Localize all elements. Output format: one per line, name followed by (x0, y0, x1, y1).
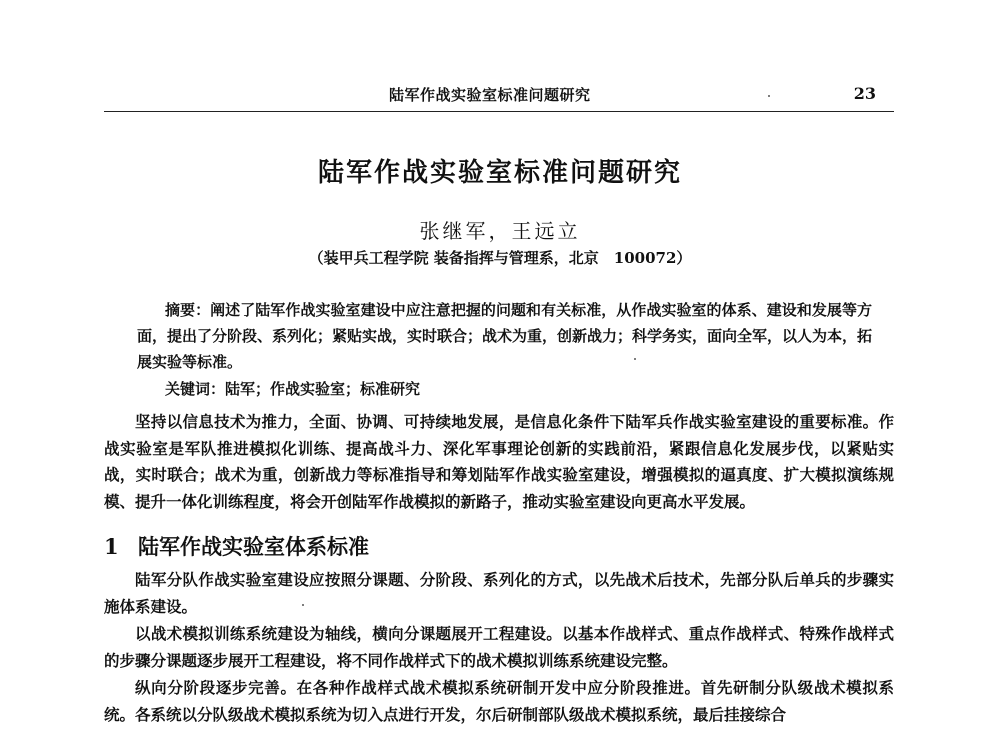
keywords-label: 关键词： (165, 380, 226, 398)
section-heading (104, 531, 369, 561)
abstract-label: 摘要： (165, 301, 211, 319)
section-paragraph: 纵向分阶段逐步完善。在各种作战样式战术模拟系统研制开发中应分阶段推进。首先研制分队级战术模拟系统。各系统以分队级战术模拟系统为切入点进行开发，尔后研制部队级战术模拟系统，最后挂接综合 (104, 678, 894, 724)
keywords-block (165, 378, 420, 399)
abstract-text: 阐述了陆军作战实验室建设中应注意把握的问题和有关标准，从作战实验室的体系、建设和发展等方面，提出了分阶段、系列化；紧贴实战，实时联合；战术为重，创新战力；科学务实，面向全军，以人为本，拓展实验等标准。 (137, 301, 873, 371)
intro-paragraph: 坚持以信息技术为推力，全面、协调、可持续地发展，是信息化条件下陆军兵作战实验室建设的重要标准。作战实验室是军队推进模拟化训练、提高战斗力、深化军事理论创新的实践前沿，紧跟信息化发展步伐，以紧贴实战，实时联合；战术为重，创新战力等标准指导和筹划陆军作战实验室建设，增强模拟的逼真度、扩大模拟演练规模、提升一体化训练程度，将会开创陆军作战模拟的新路子，推动实验室建设向更高水平发展。 (104, 412, 894, 511)
author-affiliation: （装甲兵工程学院 装备指挥与管理系，北京 100072） (308, 249, 692, 267)
section-paragraph: 以战术模拟训练系统建设为轴线，横向分课题展开工程建设。以基本作战样式、重点作战样式、特殊作战样式的步骤分课题逐步展开工程建设，将不同作战样式下的战术模拟训练系统建设完整。 (104, 624, 894, 670)
scan-speck (634, 358, 636, 360)
section-paragraph: 陆军分队作战实验室建设应按照分课题、分阶段、系列化的方式，以先战术后技术，先部分队后单兵的步骤实施体系建设。 (104, 570, 894, 616)
running-title: 陆军作战实验室标准问题研究 (389, 86, 591, 104)
article-authors: 张继军，王远立 (419, 219, 581, 243)
header-rule (104, 111, 894, 112)
running-header (104, 84, 894, 106)
section-title: 陆军作战实验室体系标准 (138, 534, 369, 559)
page-number: 23 (853, 84, 876, 103)
scan-speck (302, 604, 304, 606)
keywords-text: 陆军；作战实验室；标准研究 (225, 380, 421, 398)
section-number: 1 (104, 534, 119, 559)
scan-speck (768, 95, 770, 97)
abstract-block (137, 297, 872, 375)
article-title: 陆军作战实验室标准问题研究 (317, 158, 682, 188)
